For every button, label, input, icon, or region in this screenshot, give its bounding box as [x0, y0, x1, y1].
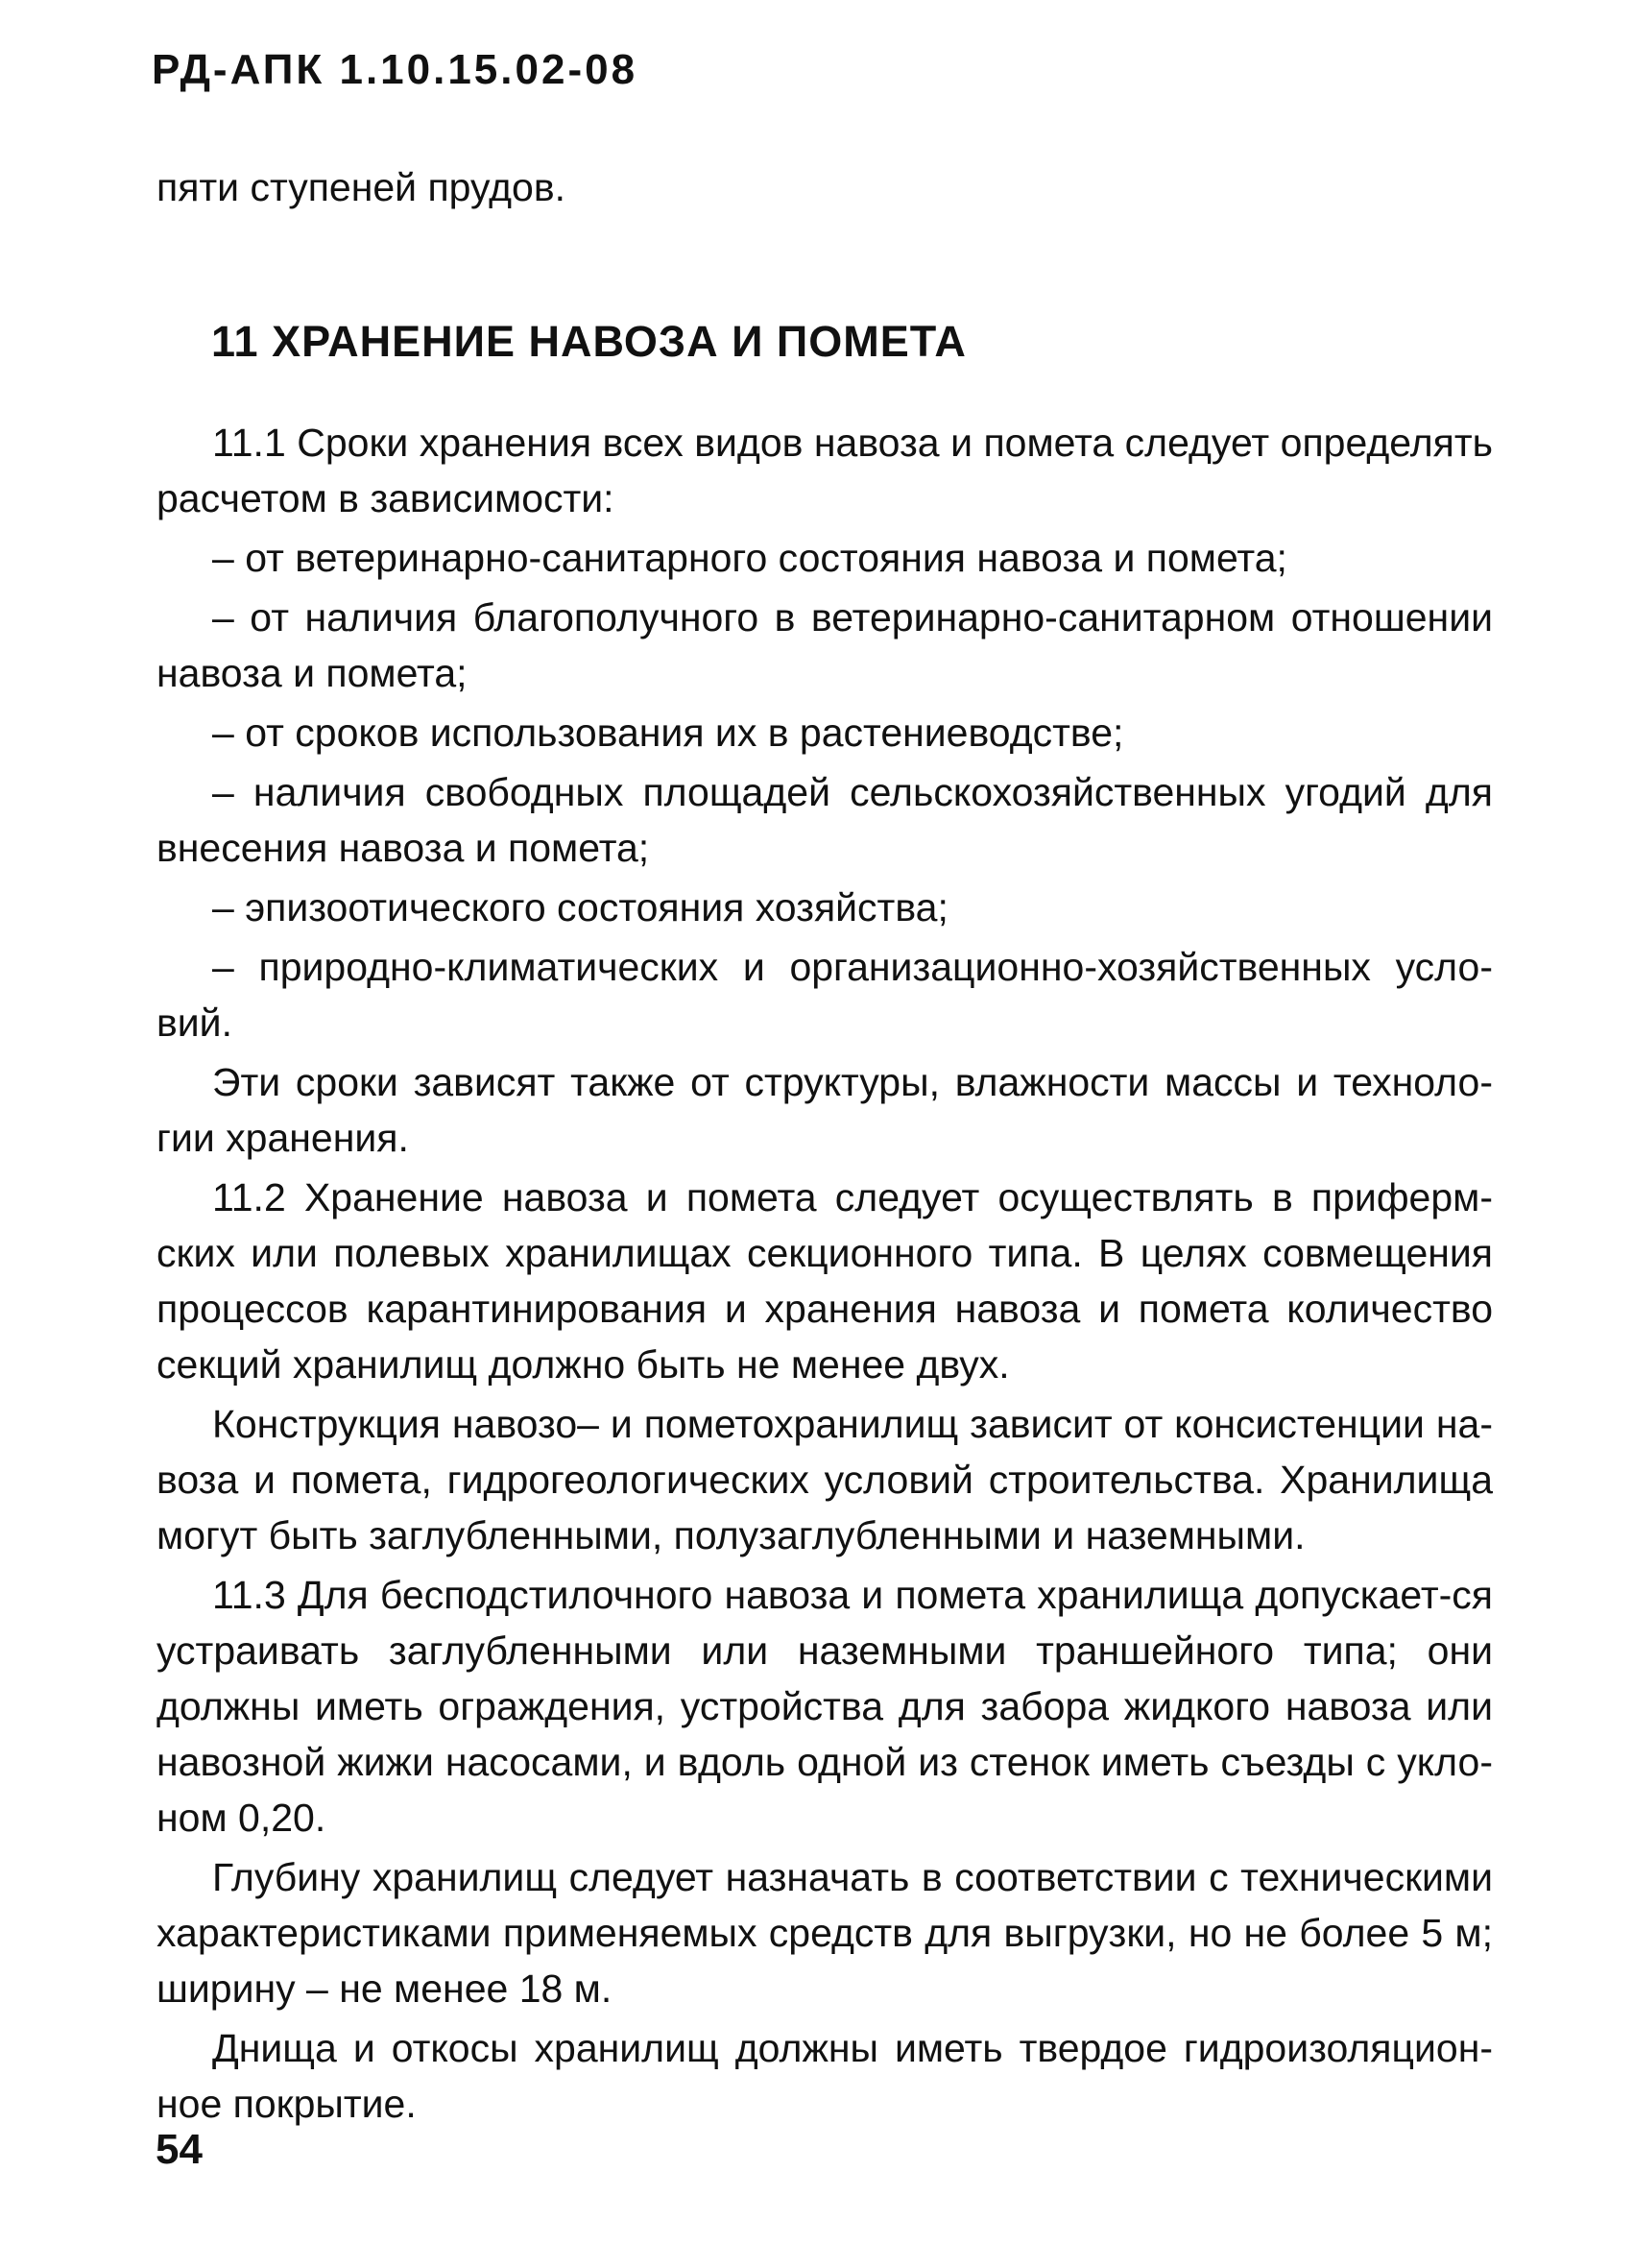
paragraph-11-1: 11.1 Сроки хранения всех видов навоза и помета следует определять расчетом в зависимости: [156, 421, 1493, 520]
list-item: – природно-климатических и организационно-хозяйственных усло-вий. [156, 945, 1493, 1045]
paragraph: Днища и откосы хранилищ должны иметь твердое гидроизоляцион-ное покрытие. [156, 2026, 1493, 2126]
page-number: 54 [156, 2126, 203, 2173]
lead-text: пяти ступеней прудов. [156, 165, 566, 209]
paragraph: Глубину хранилищ следует назначать в соответствии с техническими характеристиками применяемых средств для выгрузки, но не более 5 м; ширину – не менее 18 м. [156, 1855, 1493, 2011]
document-code: РД-АПК 1.10.15.02-08 [152, 46, 638, 93]
paragraph: Эти сроки зависят также от структуры, влажности массы и техноло-гии хранения. [156, 1060, 1493, 1160]
list-item: – от сроков использования их в растениеводстве; [212, 711, 1124, 755]
list-item: – от наличия благополучного в ветеринарно-санитарном отношении навоза и помета; [156, 595, 1493, 695]
section-heading: 11 ХРАНЕНИЕ НАВОЗА И ПОМЕТА [211, 317, 967, 366]
list-item: – эпизоотического состояния хозяйства; [212, 885, 949, 929]
paragraph-11-3: 11.3 Для бесподстилочного навоза и помета хранилища допускает-ся устраивать заглубленными или наземными траншейного типа; они должны иметь ограждения, устройства для забора жидкого навоза или навозной жижи насосами, и вдоль одной из стенок иметь съезды с укло-ном 0,20. [156, 1573, 1493, 1840]
paragraph: Конструкция навозо– и пометохранилищ зависит от консистенции на-воза и помета, гидрогеологических условий строительства. Хранилища могут быть заглубленными, полузаглубленными и наземными. [156, 1402, 1493, 1557]
paragraph-11-2: 11.2 Хранение навоза и помета следует осуществлять в приферм-ских или полевых хранилищах секционного типа. В целях совмещения процессов карантинирования и хранения навоза и помета количество секций хранилищ должно быть не менее двух. [156, 1175, 1493, 1387]
list-item: – наличия свободных площадей сельскохозяйственных угодий для внесения навоза и помета; [156, 770, 1493, 870]
section-body [156, 415, 1493, 2132]
list-item: – от ветеринарно-санитарного состояния навоза и помета; [212, 536, 1287, 580]
